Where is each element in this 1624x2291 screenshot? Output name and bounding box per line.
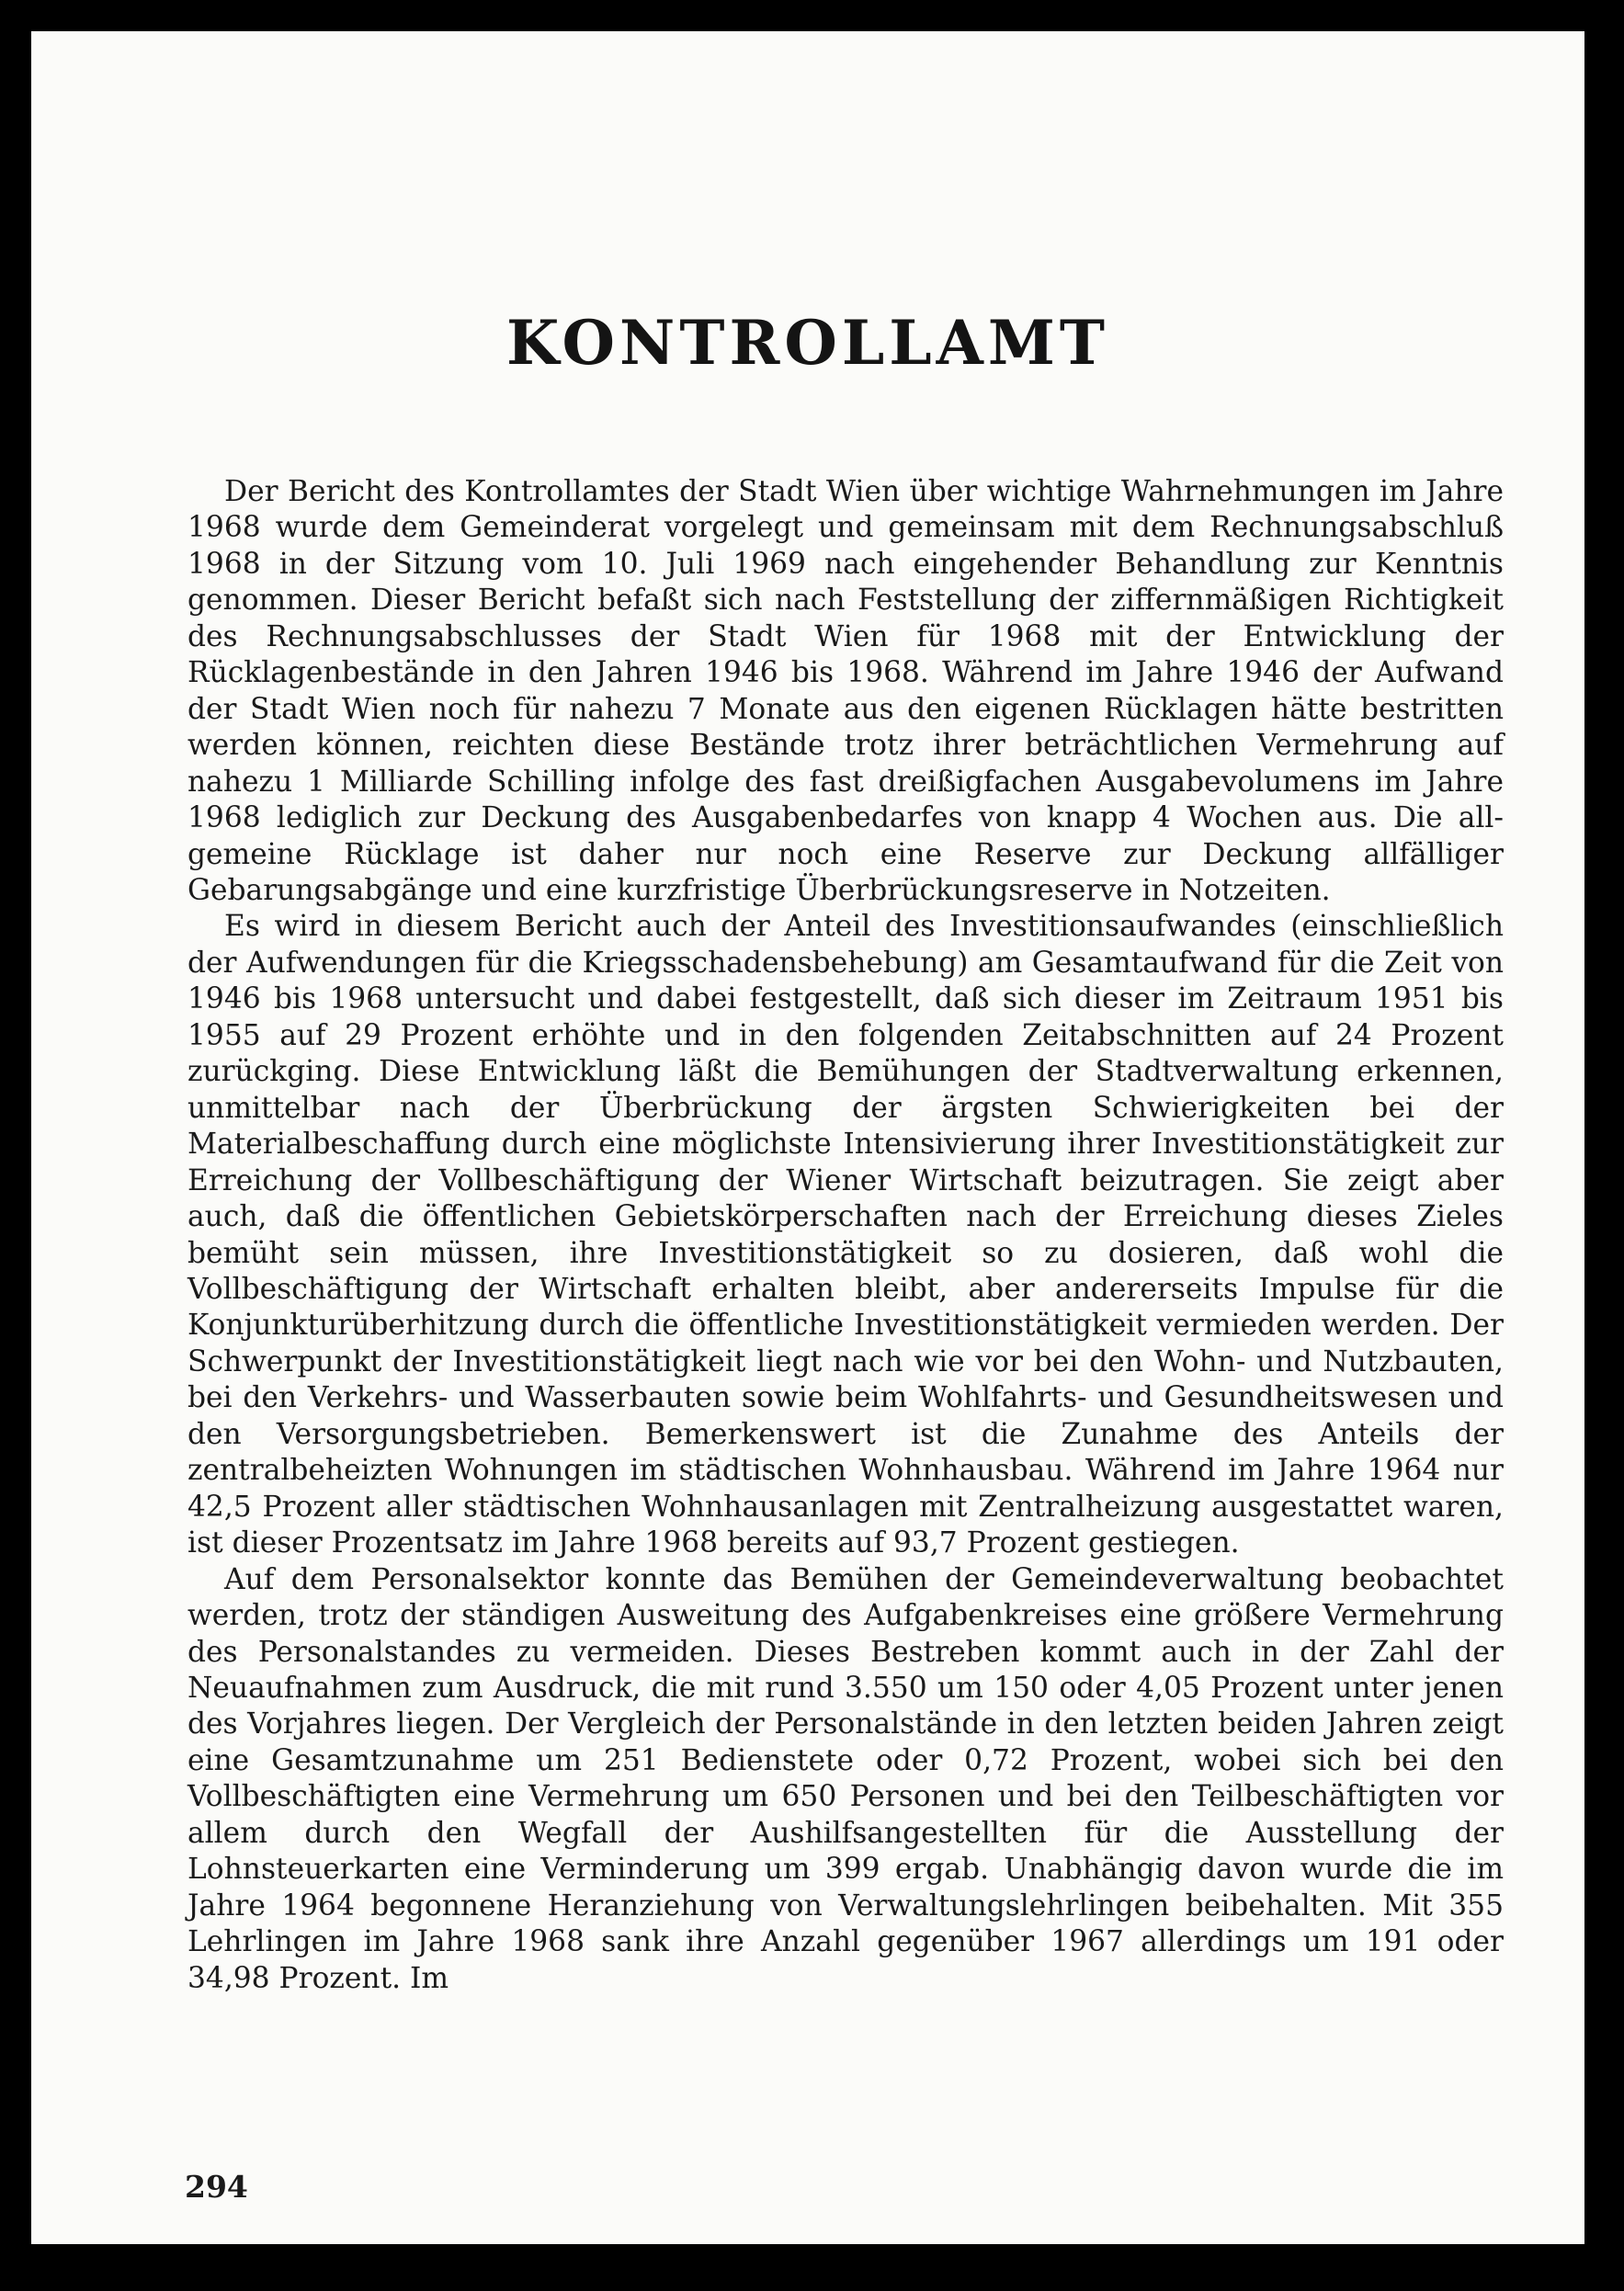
paragraph-investments: Es wird in diesem Bericht auch der Anteil des Investitionsaufwandes (einschließlich der Aufwendungen für die Kriegsschadensbehebung) am Gesamtaufwand für die Zeit von 1946 bis 1968 untersucht und dabei festgestellt, daß sich dieser im Zeitraum 1951 bis 1955 auf 29 Prozent erhöhte und in den folgenden Zeitabschnitten auf 24 Prozent zurückging. Diese Entwicklung läßt die Bemühungen der Stadtverwaltung erkennen, unmittelbar nach der Überbrückung der ärgsten Schwierigkeiten bei der Materialbeschaffung durch eine möglichste Intensivierung ihrer Investitionstätigkeit zur Erreichung der Vollbeschäftigung der Wiener Wirtschaft beizutragen. Sie zeigt aber auch, daß die öffentlichen Gebietskörperschaften nach der Erreichung dieses Zieles bemüht sein müssen, ihre Investitionstätigkeit so zu dosieren, daß wohl die Vollbeschäftigung der Wirtschaft erhalten bleibt, aber andererseits Impulse für die Konjunkturüberhitzung durch die öffentliche Investitionstätigkeit vermieden werden. Der Schwerpunkt der Investitionstätigkeit liegt nach wie vor bei den Wohn- und Nutzbauten, bei den Verkehrs- und Wasserbauten sowie beim Wohlfahrts- und Gesundheitswesen und den Versorgungsbetrieben. Bemerkenswert ist die Zunahme des Anteils der zentralbeheizten Wohnungen im städtischen Wohnhausbau. Während im Jahre 1964 nur 42,5 Prozent aller städtischen Wohnhausanlagen mit Zentralheizung ausgestattet waren, ist dieser Prozentsatz im Jahre 1968 bereits auf 93,7 Prozent gestiegen. bbox=[187, 910, 1504, 1560]
page-number: 294 bbox=[185, 2169, 248, 2205]
paragraph-personnel: Auf dem Personalsektor konnte das Bemühen der Gemeindeverwaltung beobachtet werden, trotz der ständigen Ausweitung des Aufgabenkreises eine größere Vermehrung des Personalstandes zu vermeiden. Dieses Bestreben kommt auch in der Zahl der Neuaufnahmen zum Ausdruck, die mit rund 3.550 um 150 oder 4,05 Prozent unter jenen des Vorjahres liegen. Der Vergleich der Personalstände in den letzten beiden Jahren zeigt eine Gesamtzunahme um 251 Bedienstete oder 0,72 Prozent, wobei sich bei den Vollbeschäftigten eine Vermehrung um 650 Personen und bei den Teilbeschäftigten vor allem durch den Wegfall der Aushilfsangestellten für die Ausstellung der Lohnsteuerkarten eine Verminderung um 399 ergab. Unabhängig davon wurde die im Jahre 1964 begonnene Heranziehung von Verwaltungslehrlingen beibehalten. Mit 355 Lehrlingen im Jahre 1968 sank ihre Anzahl gegenüber 1967 allerdings um 191 oder 34,98 Prozent. Im bbox=[187, 1562, 1504, 1995]
page-title: KONTROLLAMT bbox=[505, 307, 1110, 379]
body-text bbox=[187, 474, 1504, 1997]
document-page bbox=[31, 31, 1584, 2244]
paragraph-reserves: Der Bericht des Kontrollamtes der Stadt Wien über wichtige Wahrnehmungen im Jahre 1968 wurde dem Gemeinderat vorgelegt und gemeinsam mit dem Rechnungsabschluß 1968 in der Sitzung vom 10. Juli 1969 nach eingehender Behandlung zur Kenntnis genommen. Dieser Bericht befaßt sich nach Feststellung der ziffernmäßigen Richtigkeit des Rechnungsabschlusses der Stadt Wien für 1968 mit der Entwicklung der Rücklagenbestände in den Jahren 1946 bis 1968. Während im Jahre 1946 der Aufwand der Stadt Wien noch für nahezu 7 Monate aus den eigenen Rücklagen hätte bestritten werden können, reichten diese Bestände trotz ihrer beträchtlichen Vermehrung auf nahezu 1 Milliarde Schilling infolge des fast dreißigfachen Ausgabevolumens im Jahre 1968 lediglich zur Deckung des Ausgabenbedarfes von knapp 4 Wochen aus. Die allgemeine Rücklage ist daher nur noch eine Reserve zur Deckung allfälliger Gebarungsabgänge und eine kurzfristige Überbrückungsreserve in Notzeiten. bbox=[187, 475, 1504, 907]
